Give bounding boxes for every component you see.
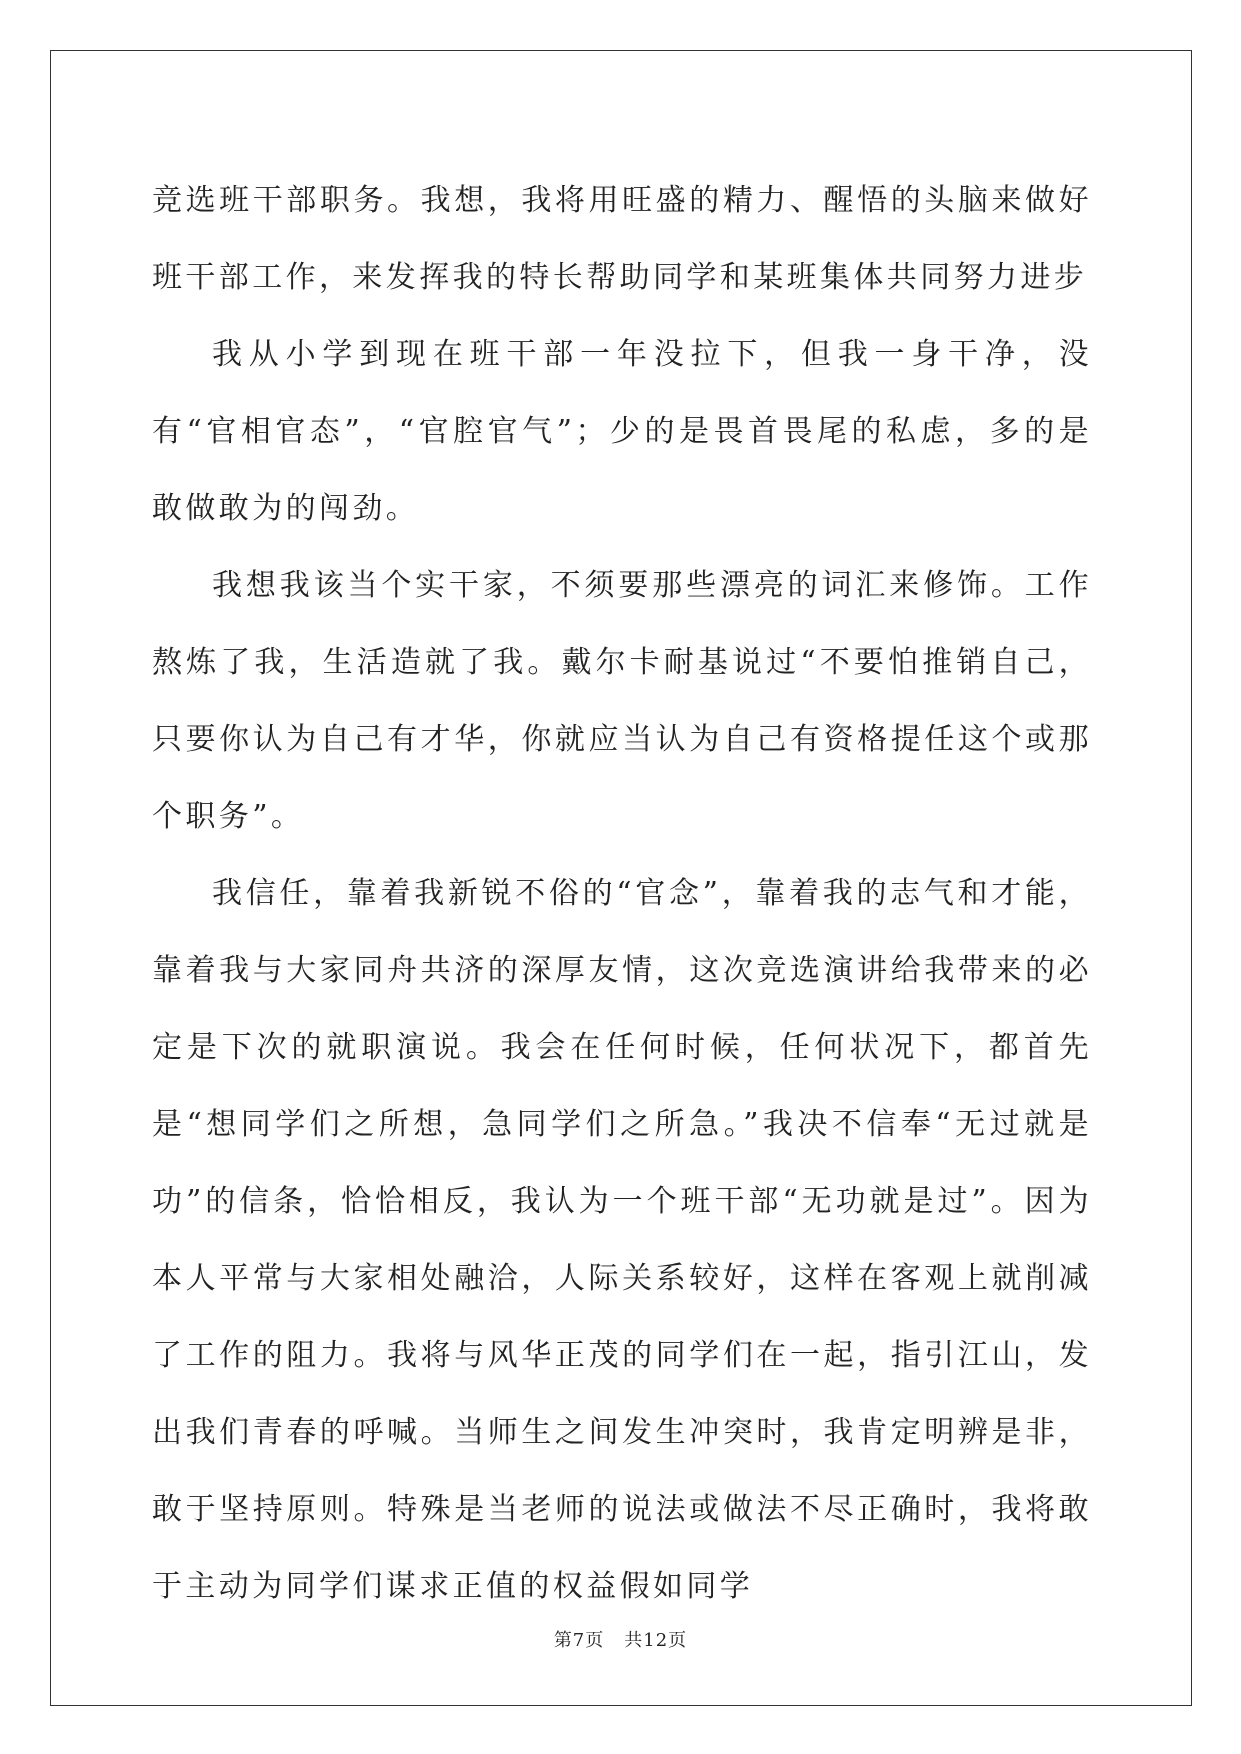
document-body xyxy=(152,162,1092,1625)
page-total: 共12页 xyxy=(624,1630,688,1651)
page-number: 第7页 xyxy=(553,1630,605,1651)
paragraph-4: 我信任，靠着我新锐不俗的“官念”，靠着我的志气和才能，靠着我与大家同舟共济的深厚友情，这次竞选演讲给我带来的必定是下次的就职演说。我会在任何时候，任何状况下，都首先是“想同学们之所想，急同学们之所急。”我决不信奉“无过就是功”的信条，恰恰相反，我认为一个班干部“无功就是过”。因为本人平常与大家相处融洽，人际关系较好，这样在客观上就削减了工作的阻力。我将与风华正茂的同学们在一起，指引江山，发出我们青春的呼喊。当师生之间发生冲突时，我肯定明辨是非，敢于坚持原则。特殊是当老师的说法或做法不尽正确时，我将敢于主动为同学们谋求正值的权益假如同学 xyxy=(152,876,1092,1604)
paragraph-2: 我从小学到现在班干部一年没拉下，但我一身干净，没有“官相官态”，“官腔官气”；少的是畏首畏尾的私虑，多的是敢做敢为的闯劲。 xyxy=(152,337,1092,526)
page-footer xyxy=(0,1626,1241,1652)
paragraph-3: 我想我该当个实干家，不须要那些漂亮的词汇来修饰。工作熬炼了我，生活造就了我。戴尔卡耐基说过“不要怕推销自己，只要你认为自己有才华，你就应当认为自己有资格提任这个或那个职务”。 xyxy=(152,568,1092,834)
paragraph-1: 竞选班干部职务。我想，我将用旺盛的精力、醒悟的头脑来做好班干部工作，来发挥我的特长帮助同学和某班集体共同努力进步 xyxy=(152,183,1092,295)
